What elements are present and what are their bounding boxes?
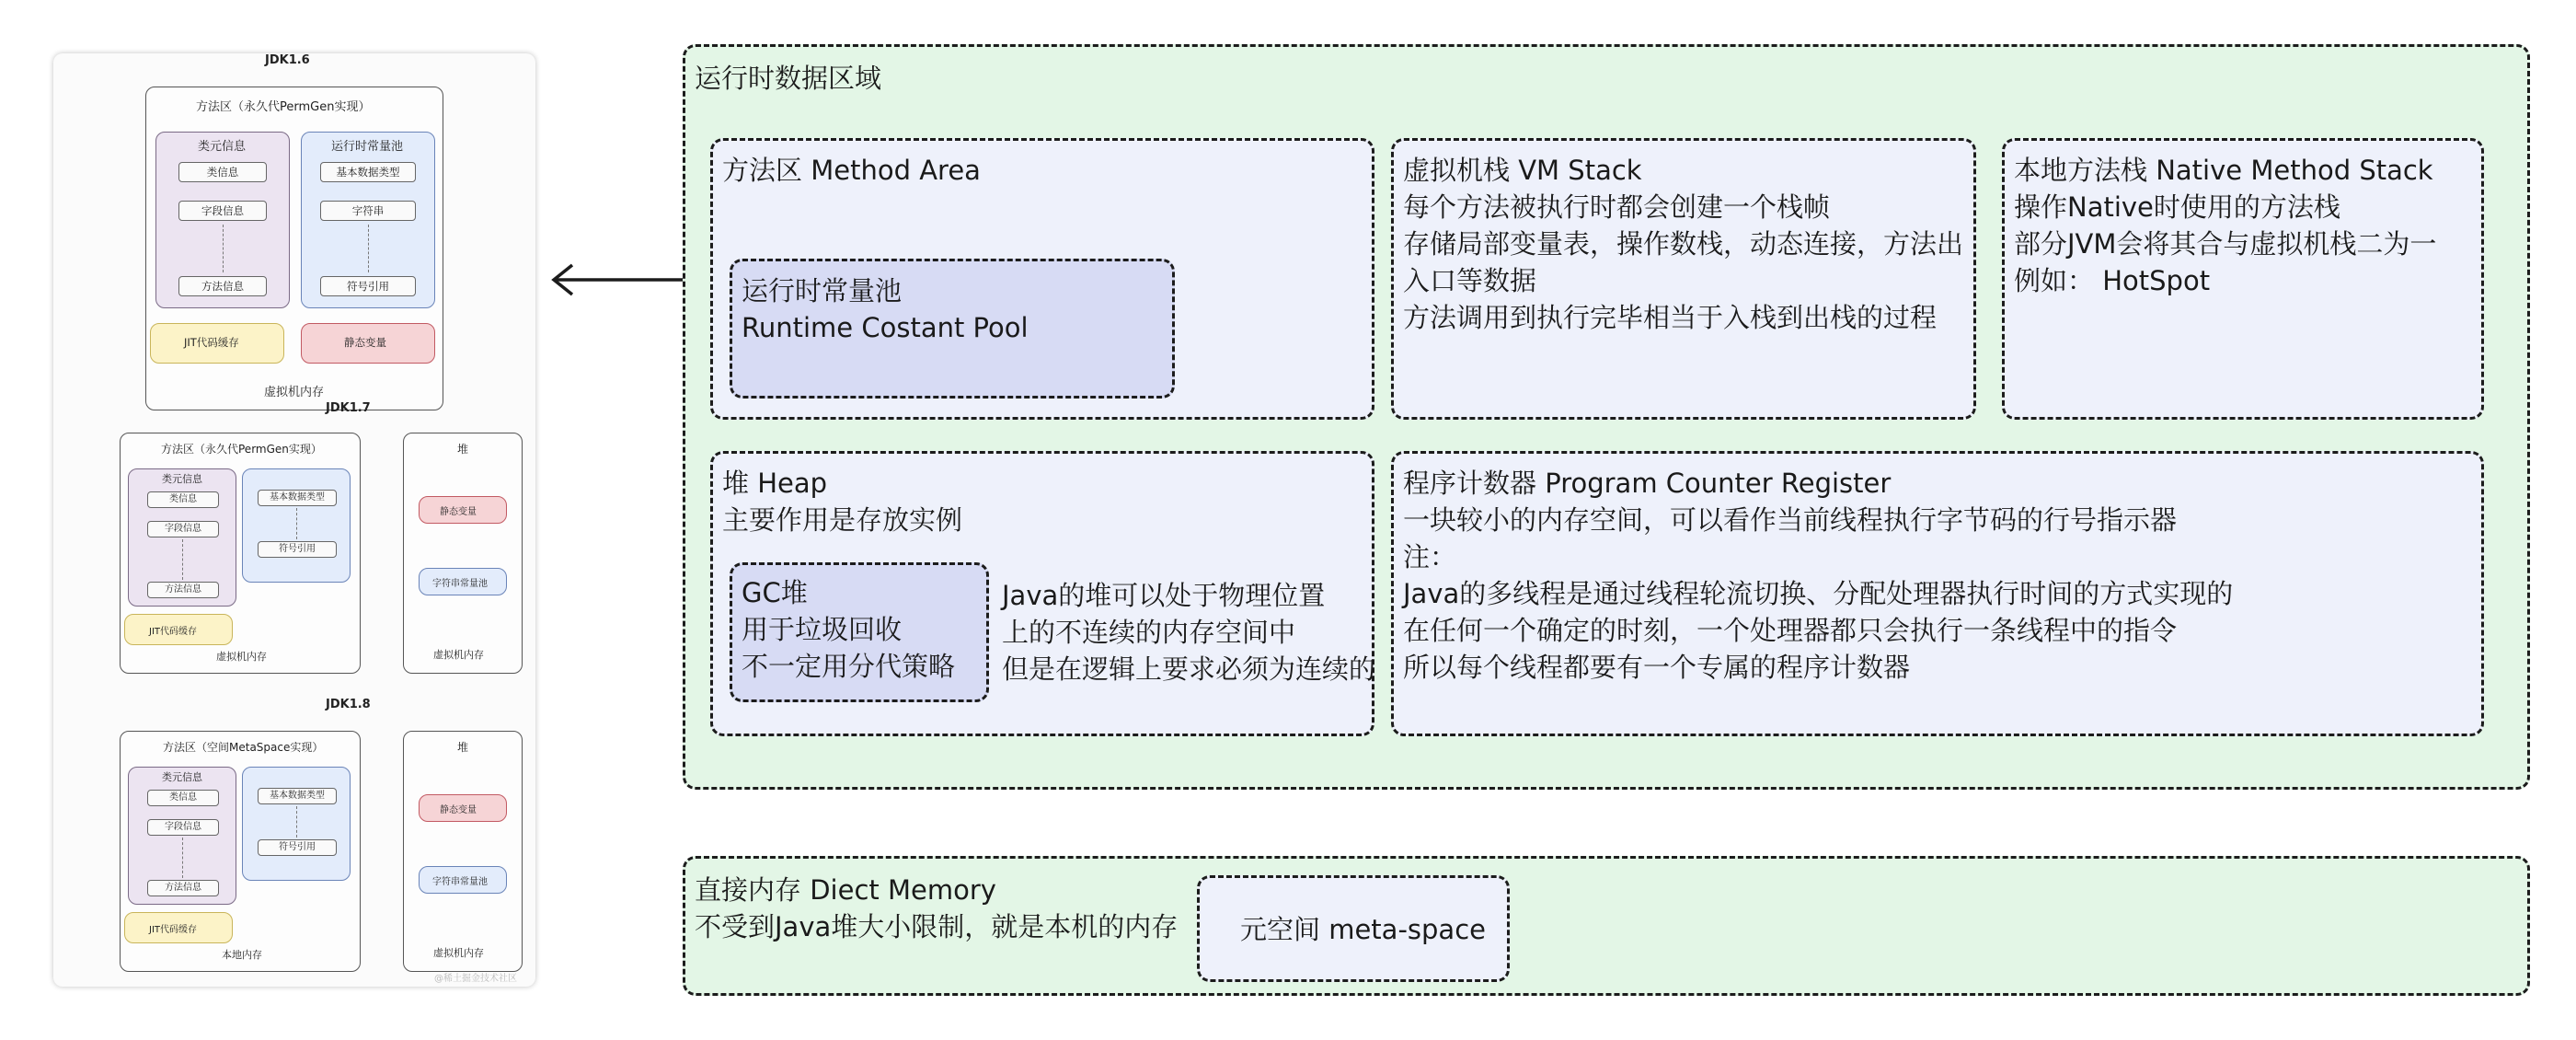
native-stack-line: 部分JVM会将其合与虚拟机栈二为一 <box>2014 228 2437 260</box>
jdk16-method-item: 方法信息 <box>178 276 267 296</box>
jdk17-memory-box: 方法区（永久代PermGen实现） 类元信息 类信息 字段信息 方法信息 基本数据类型 符号引用 JIT代码缓存 虚拟机内存 <box>120 433 361 674</box>
metaspace-label: 元空间 meta-space <box>1240 914 1486 945</box>
vm-stack-line: 入口等数据 <box>1403 265 1537 296</box>
jdk16-field-item: 字段信息 <box>178 201 267 221</box>
jdk16-constant-pool-box <box>301 132 435 308</box>
gc-heap-line: 不一定用分代策略 <box>742 651 956 682</box>
jdk16-string-item: 字符串 <box>320 201 416 221</box>
jdk18-constant-pool-box: 基本数据类型 符号引用 <box>242 767 351 881</box>
jdk16-memory-box <box>145 87 443 410</box>
watermark: @稀土掘金技术社区 <box>434 974 517 984</box>
pc-register-line: 注： <box>1403 541 1457 572</box>
jdk16-constant-pool-title: 运行时常量池 <box>331 140 404 154</box>
metaspace-box <box>1197 875 1510 982</box>
jdk18-class-info-box: 类元信息 类信息 字段信息 方法信息 <box>128 767 236 905</box>
native-stack-box <box>2002 138 2484 420</box>
native-stack-line: 例如： HotSpot <box>2014 265 2211 296</box>
jdk16-class-divider <box>223 225 224 272</box>
jdk16-pool-divider <box>368 225 369 272</box>
vm-stack-line: 方法调用到执行完毕相当于入栈到出栈的过程 <box>1403 302 1938 333</box>
constant-pool-line2: Runtime Costant Pool <box>742 312 1029 343</box>
pc-register-line: 一块较小的内存空间，可以看作当前线程执行字节码的行号指示器 <box>1403 504 2178 536</box>
jdk16-symbol-item: 符号引用 <box>320 276 416 296</box>
jdk17-heap-box: 堆 静态变量 字符串常量池 虚拟机内存 <box>403 433 523 674</box>
direct-memory-area <box>683 856 2530 996</box>
jdk16-class-info-title: 类元信息 <box>198 140 247 154</box>
direct-memory-subtitle: 不受到Java堆大小限制，就是本机的内存 <box>695 911 1179 942</box>
pc-register-line: 所以每个线程都要有一个专属的程序计数器 <box>1403 652 1911 683</box>
pc-register-line: Java的多线程是通过线程轮流切换、分配处理器执行时间的方式实现的 <box>1403 578 2234 609</box>
heap-note: 但是在逻辑上要求必须为连续的 <box>1002 653 1376 685</box>
jdk18-jit-box: JIT代码缓存 <box>124 912 233 943</box>
jdk16-jit-box: JIT代码缓存 <box>150 323 284 364</box>
jdk18-caption: JDK1.8 <box>326 698 371 711</box>
method-area-box <box>710 138 1374 420</box>
jdk16-method-area-title: 方法区（永久代PermGen实现） <box>196 100 371 114</box>
jdk16-caption: JDK1.6 <box>265 53 310 67</box>
pc-register-title: 程序计数器 Program Counter Register <box>1403 468 1892 499</box>
method-area-title: 方法区 Method Area <box>722 155 981 186</box>
gc-heap-line: 用于垃圾回收 <box>742 614 903 645</box>
vm-stack-title: 虚拟机栈 VM Stack <box>1403 155 1642 186</box>
vm-stack-box <box>1391 138 1976 420</box>
native-stack-line: 操作Native时使用的方法栈 <box>2014 191 2340 223</box>
gc-heap-line: GC堆 <box>742 577 808 608</box>
jdk-memory-figure <box>53 53 535 987</box>
jdk16-primitive-item: 基本数据类型 <box>320 162 416 182</box>
jdk16-static-vars-box: 静态变量 <box>301 323 435 364</box>
jdk18-memory-box: 方法区（空间MetaSpace实现） 类元信息 类信息 字段信息 方法信息 基本数据类型 符号引用 JIT代码缓存 本地内存 <box>120 731 361 972</box>
heap-note: Java的堆可以处于物理位置 <box>1002 580 1326 611</box>
heap-box <box>710 451 1374 736</box>
constant-pool-line1: 运行时常量池 <box>742 275 903 306</box>
pc-register-box <box>1391 451 2484 736</box>
direct-memory-title: 直接内存 Diect Memory <box>695 874 996 906</box>
jdk16-memory-label: 虚拟机内存 <box>264 386 325 399</box>
jdk17-constant-pool-box: 基本数据类型 符号引用 <box>242 468 351 583</box>
heap-note: 上的不连续的内存空间中 <box>1002 617 1296 648</box>
jdk17-class-info-box: 类元信息 类信息 字段信息 方法信息 <box>128 468 236 607</box>
native-stack-title: 本地方法栈 Native Method Stack <box>2014 155 2433 186</box>
vm-stack-line: 存储局部变量表，操作数栈，动态连接，方法出 <box>1403 228 1964 260</box>
jdk17-caption: JDK1.7 <box>326 401 371 415</box>
gc-heap-box <box>730 562 989 702</box>
jdk18-heap-box: 堆 静态变量 字符串常量池 虚拟机内存 <box>403 731 523 972</box>
heap-title: 堆 Heap <box>722 468 828 499</box>
vm-stack-line: 每个方法被执行时都会创建一个栈帧 <box>1403 191 1831 223</box>
constant-pool-box <box>730 259 1175 399</box>
runtime-area-title: 运行时数据区域 <box>695 63 882 94</box>
pc-register-line: 在任何一个确定的时刻，一个处理器都只会执行一条线程中的指令 <box>1403 615 2178 646</box>
jdk17-jit-box: JIT代码缓存 <box>124 614 233 645</box>
jdk16-class-item: 类信息 <box>178 162 267 182</box>
jdk16-class-info-box <box>155 132 290 308</box>
heap-subtitle: 主要作用是存放实例 <box>722 504 963 536</box>
